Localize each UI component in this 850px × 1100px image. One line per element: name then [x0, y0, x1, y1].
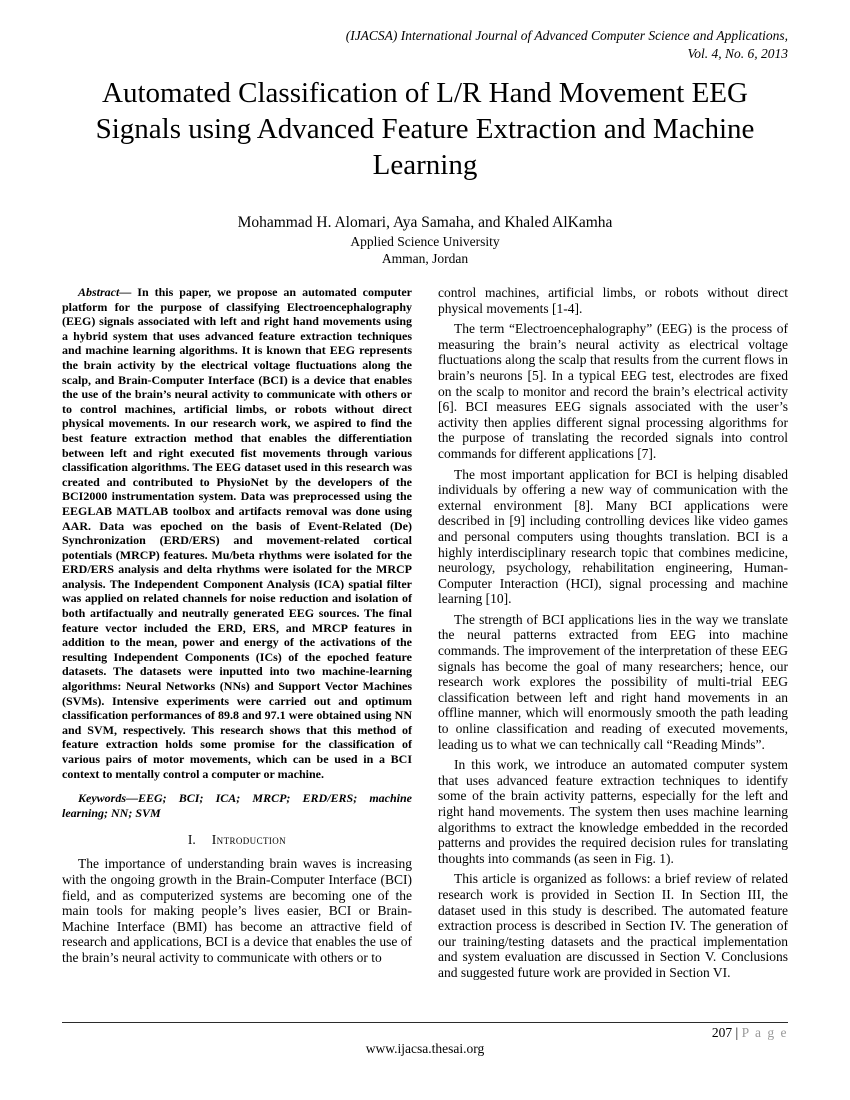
section-number: I. [187, 832, 196, 848]
left-column [62, 285, 412, 1017]
abstract-paragraph [62, 285, 412, 781]
keywords-text: EEG; BCI; ICA; MRCP; ERD/ERS; machine learning; NN; SVM [62, 791, 412, 820]
intro-paragraph: The importance of understanding brain waves is increasing with the ongoing growth in the Brain-Computer Interface (BCI) field, and as computerized systems are becoming one of the main tools for making people’s lives easier, BCI or Brain-Machine Interface (BMI) has become an attractive field of research and applications, BCI is a device that enables the use of the brain’s neural activity to communicate with others or to [62, 856, 412, 965]
paragraph: The most important application for BCI is helping disabled individuals by offering a new way of communication with the external environment [8]. Many BCI applications were described in [9] including controlling devices like video games and personal computers using thoughts translation. BCI is a highly interdisciplinary research topic that combines medicine, neurology, psychology, rehabilitation engineering, Human-Computer Interaction (HCI), signal processing and machine learning [10]. [438, 466, 788, 607]
page-number-value: 207 [711, 1025, 733, 1040]
page-number-separator: | [732, 1025, 742, 1040]
authors: Mohammad H. Alomari, Aya Samaha, and Khaled AlKamha [237, 214, 613, 231]
page-number [712, 1025, 788, 1041]
footer-divider [62, 1022, 788, 1023]
section-title: Introduction [211, 832, 287, 848]
paragraph: The term “Electroencephalography” (EEG) is the process of measuring the brain’s neural activity as electrical voltage fluctuations along the scalp that results from the current flows in brain’s neurons [5]. In a typical EEG test, electrodes are fixed on the scalp to monitor and record the brain’s electrical activity [6]. BCI measures EEG signals associated with the user’s activity then applies different signal processing algorithms for the purpose of translating the recorded signals into control commands for different applications [7]. [438, 321, 788, 461]
right-column [438, 285, 788, 1017]
journal-issue: Vol. 4, No. 6, 2013 [687, 45, 788, 61]
affiliation: Applied Science University [350, 233, 500, 249]
abstract-text: In this paper, we propose an automated computer platform for the purpose of classifying Electroencephalography (EEG) signals associated with left and right hand movements using a hybrid system that uses advanced feature extraction techniques and machine learning algorithms. It is known that EEG represents the brain activity by the electrical voltage fluctuations along the scalp, and Brain-Computer Interface (BCI) is a device that enables the use of the brain’s neural activity to communicate with others or to control machines, artificial limbs, or robots without direct physical movements. In our research work, we aspired to find the best feature extraction method that enables the differentiation between left and right executed fist movements through various classification algorithms. The EEG dataset used in this research was created and contributed to PhysioNet by the developers of the BCI2000 instrumentation system. Data was preprocessed using the EEGLAB MATLAB toolbox and artifacts removal was done using AAR. Data was epoched on the basis of Event-Related (De) Synchronization (ERD/ERS) and movement-related cortical potentials (MRCP) features. Mu/beta rhythms were isolated for the ERD/ERS analysis and delta rhythms were isolated for the MRCP analysis. The Independent Component Analysis (ICA) spatial filter was applied on related channels for noise reduction and isolation of both artifactually and neutrally generated EEG sources. The final feature vector included the ERD, ERS, and MRCP features in addition to the mean, power and energy of the activations of the resulting Independent Components (ICs) of the epoched feature datasets. The datasets were inputted into two machine-learning algorithms: Neural Networks (NNs) and Support Vector Machines (SVMs). Intensive experiments were carried out and optimum classification performances of 89.8 and 97.1 were obtained using NN and SVM, respectively. This research shows that this method of feature extraction holds some promise for the classification of various pairs of motor movements, which can be used in a BCI context to mentally control a computer or machine. [62, 285, 412, 781]
journal-header [346, 27, 788, 63]
paragraph: control machines, artificial limbs, or robots without direct physical movements [1-4]. [438, 285, 788, 316]
abstract-label: Abstract— [78, 285, 138, 299]
paragraph: The strength of BCI applications lies in the way we translate the neural patterns extracted from EEG into machine commands. The improvement of the interpretation of these EEG signals has become the goal of many researchers; hence, our research work explores the possibility of multi-trial EEG classification between left and right hand movements in an offline manner, which will enormously smooth the path leading to online classification and reading of executed movements, leading us to what we can technically call “Reading Minds”. [438, 611, 788, 752]
paragraph: In this work, we introduce an automated computer system that uses advanced feature extraction techniques to identify some of the brain activity patterns, especially for the left and right hand movements. The system then uses machine learning algorithms to extract the knowledge embedded in the recorded patterns and provides the required decision rules for translating thoughts into commands (as seen in Fig. 1). [438, 757, 788, 866]
page-word: P a g e [741, 1025, 788, 1040]
journal-url: www.ijacsa.thesai.org [365, 1041, 485, 1056]
paragraph: This article is organized as follows: a brief review of related research work is provided in Section II. In Section III, the dataset used in this study is described. The automated feature extraction process is described in Section IV. The generation of our training/testing datasets and the practical implementation and system evaluation are discussed in Section V. Conclusions and suggested future work are provided in Section VI. [438, 871, 788, 980]
journal-name: (IJACSA) International Journal of Advanced Computer Science and Applications, [345, 28, 788, 43]
keywords-paragraph [62, 791, 412, 820]
two-column-body [62, 285, 788, 1017]
paper-title: Automated Classification of L/R Hand Movement EEG Signals using Advanced Feature Extraction and Machine Learning [95, 77, 755, 181]
keywords-label: Keywords— [78, 791, 138, 806]
section-heading-introduction [62, 832, 412, 848]
location: Amman, Jordan [381, 251, 469, 267]
byline [0, 213, 850, 267]
